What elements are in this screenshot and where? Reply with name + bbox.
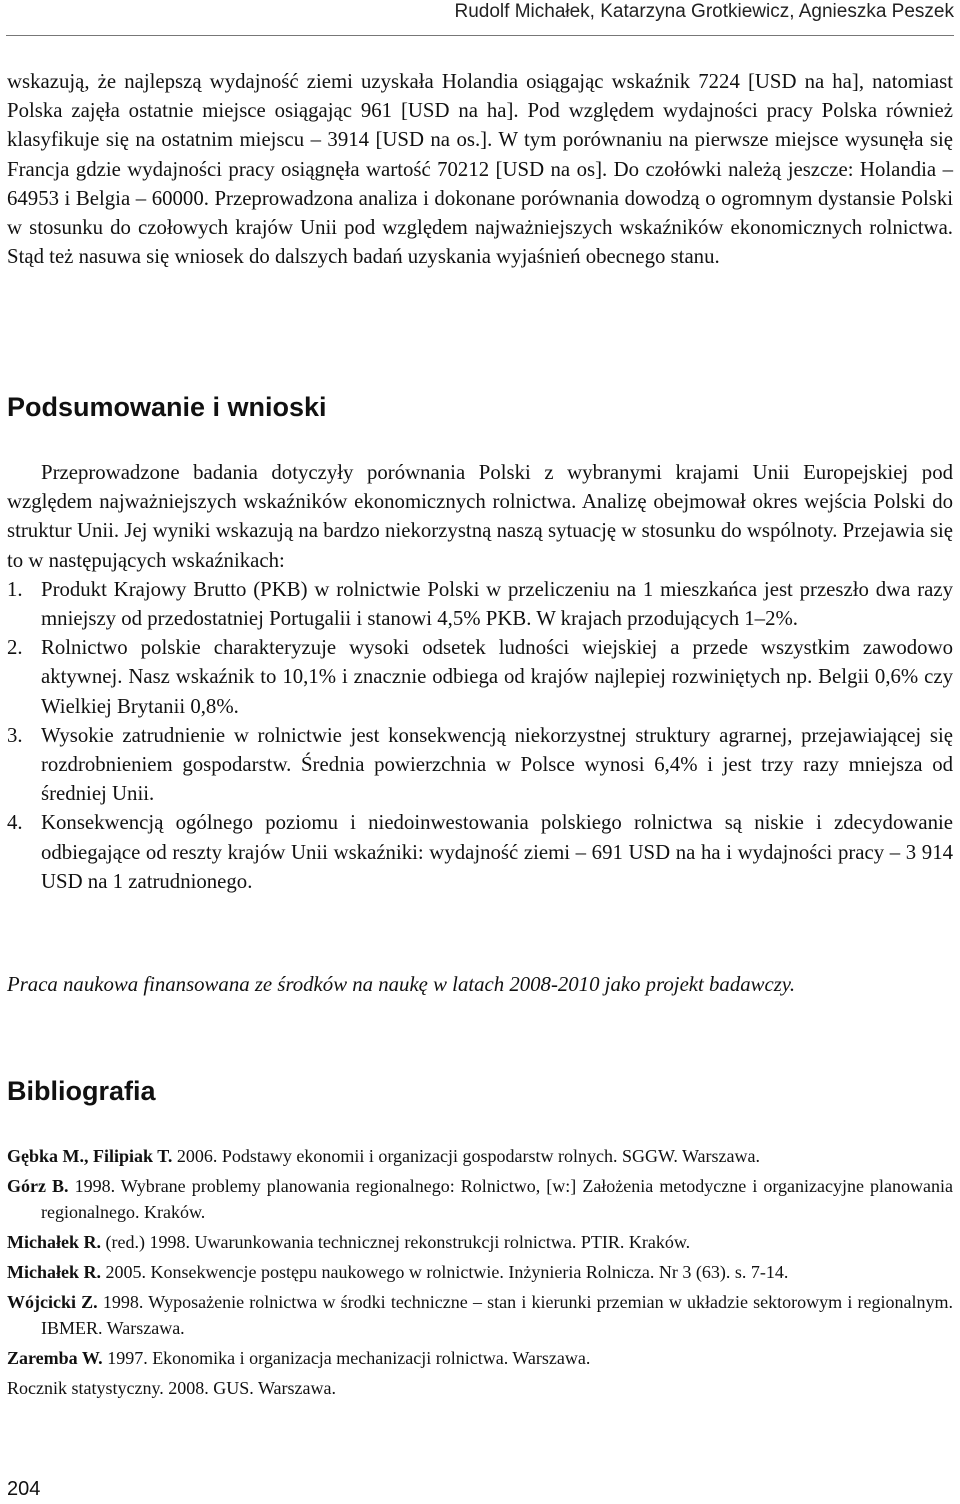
conclusion-number: 4. — [7, 811, 23, 835]
running-header: Rudolf Michałek, Katarzyna Grotkiewicz, Agnieszka Peszek — [454, 1, 954, 22]
header-divider — [6, 35, 954, 36]
bibliography-entry — [7, 1229, 953, 1255]
conclusion-item — [7, 633, 953, 721]
entry-details: 1997. Ekonomika i organizacja mechanizacji rolnictwa. Warszawa. — [102, 1348, 591, 1368]
bibliography-entry — [7, 1345, 953, 1371]
conclusion-text: Produkt Krajowy Brutto (PKB) w rolnictwie Polski w przeliczeniu na 1 mieszkańca jest przeszło dwa razy mniejszy od przedostatniej Portugalii i stanowi 4,5% PKB. W krajach przodujących 1–2%. — [41, 577, 953, 631]
entry-authors: Michałek R. — [7, 1232, 101, 1252]
entry-details: 1998. Wyposażenie rolnictwa w środki techniczne – stan i kierunki przemian w układzie sektorowym i regionalnym. IBMER. Warszawa. — [41, 1292, 953, 1338]
conclusion-item — [7, 721, 953, 809]
summary-section — [7, 458, 953, 896]
conclusion-item — [7, 575, 953, 633]
entry-authors: Zaremba W. — [7, 1348, 103, 1368]
entry-authors: Michałek R. — [7, 1262, 101, 1282]
intro-paragraph: wskazują, że najlepszą wydajność ziemi uzyskała Holandia osiągając wskaźnik 7224 [USD na ha], natomiast Polska zajęła ostatnie miejsce osiągając 961 [USD na ha]. Pod względem wydajności pracy Polska również klasyfikuje się na ostatnim miejscu – 3914 [USD na os.]. W tym porównaniu na pierwsze miejsce wysunęła się Francja gdzie wydajności pracy osiągnęła wartość 70212 [USD na os]. Do czołówki należą jeszcze: Holandia – 64953 i Belgia – 60000. Przeprowadzona analiza i dokonane porównania dowodzą o ogromnym dystansie Polski w stosunku do czołowych krajów Unii pod względem najważniejszych wskaźników ekonomicznych rolnictwa. Stąd też nasuwa się wniosek do dalszych badań uzyskania wyjaśnień obecnego stanu. — [7, 70, 953, 269]
entry-details: (red.) 1998. Uwarunkowania technicznej rekonstrukcji rolnictwa. PTIR. Kraków. — [101, 1232, 691, 1252]
entry-details: Rocznik statystyczny. 2008. GUS. Warszawa. — [7, 1378, 336, 1398]
entry-details: 2005. Konsekwencje postępu naukowego w rolnictwie. Inżynieria Rolnicza. Nr 3 (63). s. 7-14. — [101, 1262, 789, 1282]
intro-section — [7, 67, 953, 271]
bibliography-entry — [7, 1375, 953, 1401]
summary-lead-paragraph: Przeprowadzone badania dotyczyły porównania Polski z wybranymi krajami Unii Europejskiej pod względem najważniejszych wskaźników ekonomicznych rolnictwa. Analizę obejmował okres wejścia Polski do struktur Unii. Jej wyniki wskazują na bardzo niekorzystną naszą sytuację w stosunku do wspólnoty. Przejawia się to w następujących wskaźnikach: — [7, 461, 953, 572]
bibliography-list — [7, 1143, 953, 1401]
conclusion-text: Konsekwencją ogólnego poziomu i niedoinwestowania polskiego rolnictwa są niskie i zdecydowanie odbiegające od reszty krajów Unii wskaźniki: wydajność ziemi – 691 USD na ha i wydajności pracy – 3 914 USD na 1 zatrudnionego. — [41, 811, 953, 893]
conclusions-list — [7, 575, 953, 896]
page-number: 204 — [7, 1478, 41, 1500]
bibliography-heading: Bibliografia — [7, 1076, 156, 1106]
conclusion-number: 2. — [7, 636, 23, 660]
conclusion-number: 3. — [7, 723, 23, 747]
entry-details: 2006. Podstawy ekonomii i organizacji gospodarstw rolnych. SGGW. Warszawa. — [172, 1146, 761, 1166]
entry-authors: Górz B. — [7, 1176, 69, 1196]
conclusion-item — [7, 808, 953, 896]
conclusion-number: 1. — [7, 577, 23, 601]
entry-details: 1998. Wybrane problemy planowania regionalnego: Rolnictwo, [w:] Założenia metodyczne i organizacyjne planowania regionalnego. Kraków. — [41, 1176, 953, 1222]
entry-authors: Wójcicki Z. — [7, 1292, 98, 1312]
bibliography-entry — [7, 1259, 953, 1285]
bibliography-entry — [7, 1289, 953, 1341]
bibliography-entry — [7, 1173, 953, 1225]
summary-heading: Podsumowanie i wnioski — [7, 392, 327, 422]
funding-acknowledgement: Praca naukowa finansowana ze środków na naukę w latach 2008-2010 jako projekt badawczy. — [7, 973, 796, 996]
bibliography-entry — [7, 1143, 953, 1169]
conclusion-text: Wysokie zatrudnienie w rolnictwie jest konsekwencją niekorzystnej struktury agrarnej, przejawiającej się rozdrobnieniem gospodarstw. Średnia powierzchnia w Polsce wynosi 6,4% i jest trzy razy mniejsza od średniej Unii. — [41, 723, 953, 806]
entry-authors: Gębka M., Filipiak T. — [7, 1146, 173, 1166]
conclusion-text: Rolnictwo polskie charakteryzuje wysoki odsetek ludności wiejskiej a przede wszystkim zawodowo aktywnej. Nasz wskaźnik to 10,1% i znacznie odbiega od krajów najlepiej rozwiniętych np. Belgii 0,6% czy Wielkiej Brytanii 0,8%. — [41, 636, 953, 718]
